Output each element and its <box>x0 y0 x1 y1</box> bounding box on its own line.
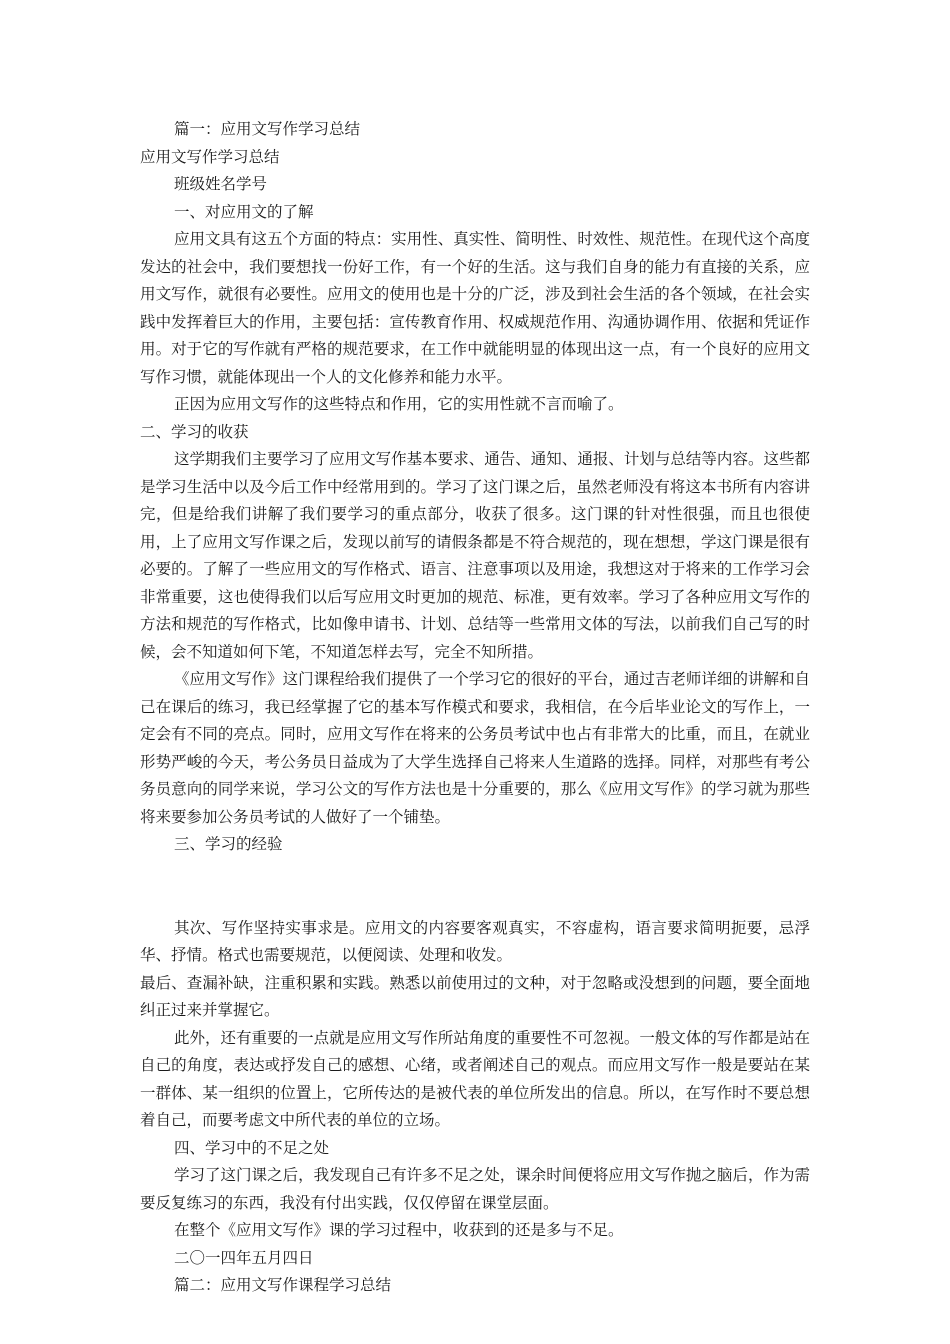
section-2-paragraph-2: 《应用文写作》这门课程给我们提供了一个学习它的很好的平台，通过吉老师详细的讲解和自己在课后的练习，我已经掌握了它的基本写作模式和要求，我相信，在今后毕业论文的写作上，一定会有不同的亮点。同时，应用文写作在将来的公务员考试中也占有非常大的比重，而且，在就业形势严峻的今天，考公务员日益成为了大学生选择自己将来人生道路的选择。同样，对那些有考公务员意向的同学来说，学习公文的写作方法也是十分重要的，那么《应用文写作》的学习就为那些将来要参加公务员考试的人做好了一个铺垫。 <box>140 670 810 826</box>
section-4-paragraph-2: 在整个《应用文写作》课的学习过程中，收获到的还是多与不足。 <box>174 1221 624 1239</box>
document-body <box>140 116 810 1300</box>
section-3-paragraph-1: 其次、写作坚持实事求是。应用文的内容要客观真实，不容虚构，语言要求简明扼要，忌浮华、抒情。格式也需要规范，以便阅读、处理和收发。 <box>140 918 810 964</box>
doc-title-2: 应用文写作学习总结 <box>140 147 280 166</box>
blank-gap <box>140 859 810 915</box>
section-1-paragraph-1: 应用文具有这五个方面的特点：实用性、真实性、简明性、时效性、规范性。在现代这个高度发达的社会中，我们要想找一份好工作，有一个好的生活。这与我们自身的能力有直接的关系，应用文写作，就很有必要性。应用文的使用也是十分的广泛，涉及到社会生活的各个领域，在社会实践中发挥着巨大的作用，主要包括：宣传教育作用、权威规范作用、沟通协调作用、依据和凭证作用。对于它的写作就有严格的规范要求，在工作中就能明显的体现出这一点，有一个良好的应用文写作习惯，就能体现出一个人的文化修养和能力水平。 <box>140 230 810 386</box>
section-4-paragraph-1: 学习了这门课之后，我发现自己有许多不足之处，课余时间便将应用文写作抛之脑后，作为需要反复练习的东西，我没有付出实践，仅仅停留在课堂层面。 <box>140 1166 810 1212</box>
doc-date: 二〇一四年五月四日 <box>174 1248 314 1267</box>
section-3-heading: 三、学习的经验 <box>174 835 283 853</box>
section-4-heading: 四、学习中的不足之处 <box>174 1138 330 1157</box>
section-2-heading: 二、学习的收获 <box>140 422 249 441</box>
section-1-paragraph-2: 正因为应用文写作的这些特点和作用，它的实用性就不言而喻了。 <box>174 395 624 413</box>
doc-title-1: 篇一：应用文写作学习总结 <box>174 120 361 138</box>
section-2-paragraph-1: 这学期我们主要学习了应用文写作基本要求、通告、通知、通报、计划与总结等内容。这些都是学习生活中以及今后工作中经常用到的。学习了这门课之后，虽然老师没有将这本书所有内容讲完，但是给我们讲解了我们要学习的重点部分，收获了很多。这门课的针对性很强，而且也很使用，上了应用文写作课之后，发现以前写的请假条都是不符合规范的，现在想想，学这门课是很有必要的。了解了一些应用文的写作格式、语言、注意事项以及用途，我想这对于将来的工作学习会非常重要，这也使得我们以后写应用文时更加的规范、标准，更有效率。学习了各种应用文写作的方法和规范的写作格式，比如像申请书、计划、总结等一些常用文体的写法，以前我们自己写的时候，会不知道如何下笔，不知道怎样去写，完全不知所措。 <box>140 450 810 661</box>
section-3-paragraph-3: 此外，还有重要的一点就是应用文写作所站角度的重要性不可忽视。一般文体的写作都是站在自己的角度，表达或抒发自己的感想、心绪，或者阐述自己的观点。而应用文写作一般是要站在某一群体、某一组织的位置上，它所传达的是被代表的单位所发出的信息。所以，在写作时不要总想着自己，而要考虑文中所代表的单位的立场。 <box>140 1028 810 1129</box>
section-3-paragraph-2: 最后、查漏补缺，注重积累和实践。熟悉以前使用过的文种，对于忽略或没想到的问题，要全面地纠正过来并掌握它。 <box>140 973 810 1019</box>
doc-meta: 班级姓名学号 <box>174 175 268 193</box>
section-1-heading: 一、对应用文的了解 <box>174 202 314 221</box>
doc-title-3: 篇二：应用文写作课程学习总结 <box>174 1276 392 1294</box>
